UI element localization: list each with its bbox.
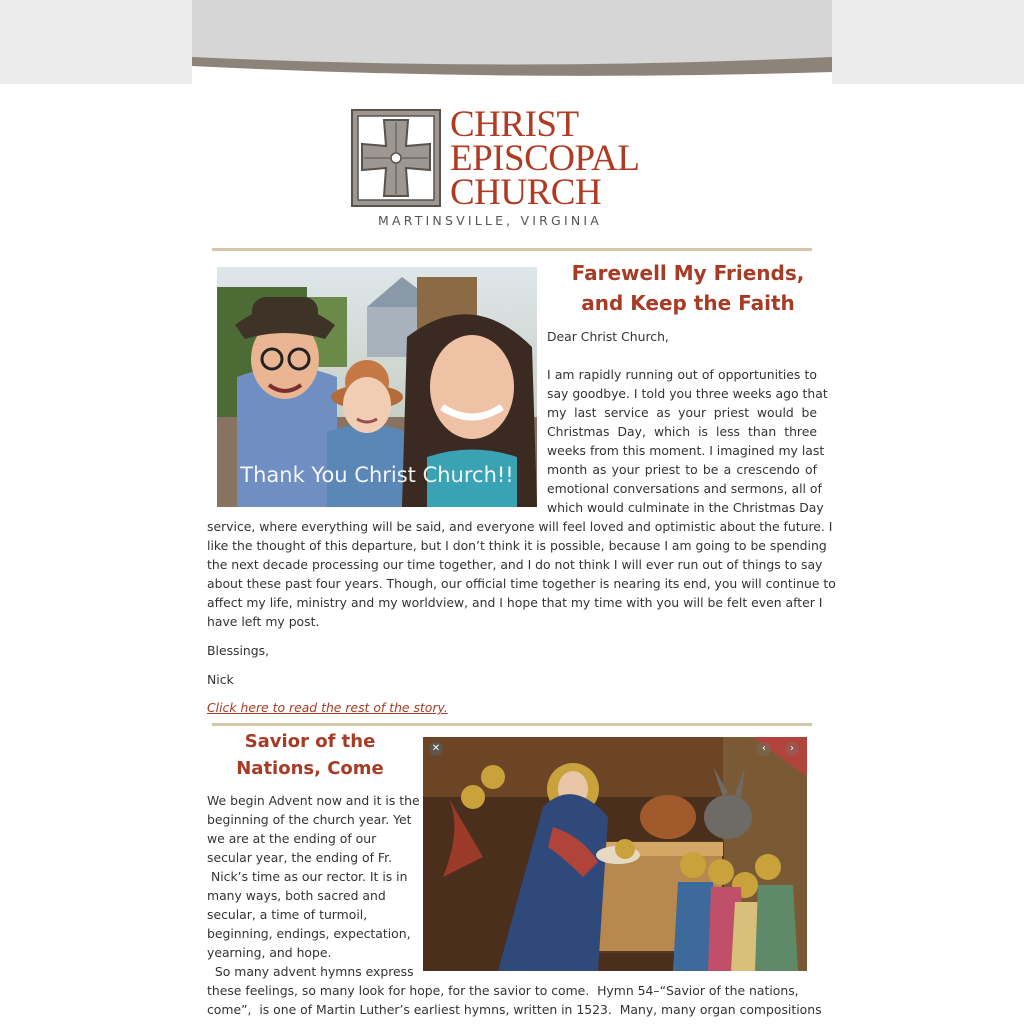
nativity-painting-image (423, 737, 807, 971)
section-divider (212, 723, 812, 726)
paragraph-line: service, where everything will be said, and everyone will feel loved and optimistic about the future. I (207, 519, 833, 534)
newsletter-container (192, 0, 836, 1024)
paragraph-line: affect my life, ministry and my worldview, and I hope that my time with you will be felt even after I (207, 595, 823, 610)
paragraph-line: have left my post. (207, 614, 320, 629)
paragraph-line: beginning, endings, expectation, (207, 926, 411, 941)
article-title-savior[interactable] (210, 728, 410, 782)
paragraph-line: beginning of the church year. Yet (207, 812, 412, 827)
family-photo[interactable] (217, 267, 537, 507)
paragraph-line: the next decade processing our time together, and I do not think I will ever run out of things to say (207, 557, 823, 572)
paragraph-line: many ways, both sacred and (207, 888, 386, 903)
section-divider (212, 248, 812, 251)
close-icon[interactable]: ✕ (429, 742, 443, 756)
paragraph-line: say goodbye. I told you three weeks ago that (547, 386, 828, 401)
paragraph-line: like the thought of this departure, but I don’t think it is possible, because I am going to be spending (207, 538, 827, 553)
title-line: and Keep the Faith (581, 291, 795, 315)
paragraph-line: I am rapidly running out of opportunities to (547, 367, 817, 382)
paragraph-line: So many advent hymns express (207, 964, 414, 979)
family-photo-image (217, 267, 537, 507)
photo-caption-text: Thank You Christ Church!! (240, 463, 514, 487)
nativity-painting[interactable] (423, 737, 807, 971)
paragraph-line: we are at the ending of our (207, 831, 377, 846)
paragraph-line: Christmas Day, which is less than three (547, 424, 817, 439)
signature-text: Nick (207, 672, 234, 687)
logo-text-church: CHURCH (450, 172, 602, 213)
paragraph-line: Nick’s time as our rector. It is in (207, 869, 408, 884)
paragraph-line: emotional conversations and sermons, all of (547, 481, 822, 496)
church-logo[interactable] (350, 102, 676, 232)
read-more-link[interactable]: Click here to read the rest of the story. (207, 700, 448, 715)
title-line: Nations, Come (236, 758, 384, 779)
paragraph-line: We begin Advent now and it is the (207, 793, 420, 808)
paragraph-line: which would culminate in the Christmas Day (547, 500, 824, 515)
paragraph-line: yearning, and hope. (207, 945, 332, 960)
paragraph-line: weeks from this moment. I imagined my last (547, 443, 825, 458)
cross-emblem-icon (350, 108, 442, 212)
closing-text: Blessings, (207, 643, 270, 658)
chevron-right-icon[interactable]: › (785, 742, 799, 756)
article2-wrap-paragraph (207, 791, 422, 981)
paragraph-line: secular, a time of turmoil, (207, 907, 368, 922)
logo-text-christ: CHRIST (450, 104, 579, 145)
logo-subtitle: MARTINSVILLE, VIRGINIA (378, 213, 603, 228)
paragraph-line: come”, is one of Martin Luther’s earliest hymns, written in 1523. Many, many organ compositions (207, 1002, 822, 1017)
paragraph-line: about these past four years. Though, our official time together is nearing its end, you will continue to (207, 576, 836, 591)
paragraph-line: my last service as your priest would be (547, 405, 817, 420)
article1-full-paragraph (207, 517, 836, 631)
paragraph-line: these feelings, so many look for hope, for the savior to come. Hymn 54–“Savior of the nations, (207, 983, 799, 998)
paragraph-line: secular year, the ending of Fr. (207, 850, 393, 865)
paragraph-line: month as your priest to be a crescendo of (547, 462, 817, 477)
title-line: Savior of the (244, 731, 376, 752)
article1-wrap-paragraph (547, 365, 828, 517)
logo-text-episcopal: EPISCOPAL (450, 138, 640, 179)
title-line: Farewell My Friends, (571, 261, 805, 285)
chevron-left-icon[interactable]: ‹ (757, 742, 771, 756)
article2-full-paragraph (207, 981, 822, 1019)
article-title-farewell[interactable] (552, 258, 824, 318)
greeting-text: Dear Christ Church, (547, 329, 669, 344)
header-banner (192, 0, 832, 84)
